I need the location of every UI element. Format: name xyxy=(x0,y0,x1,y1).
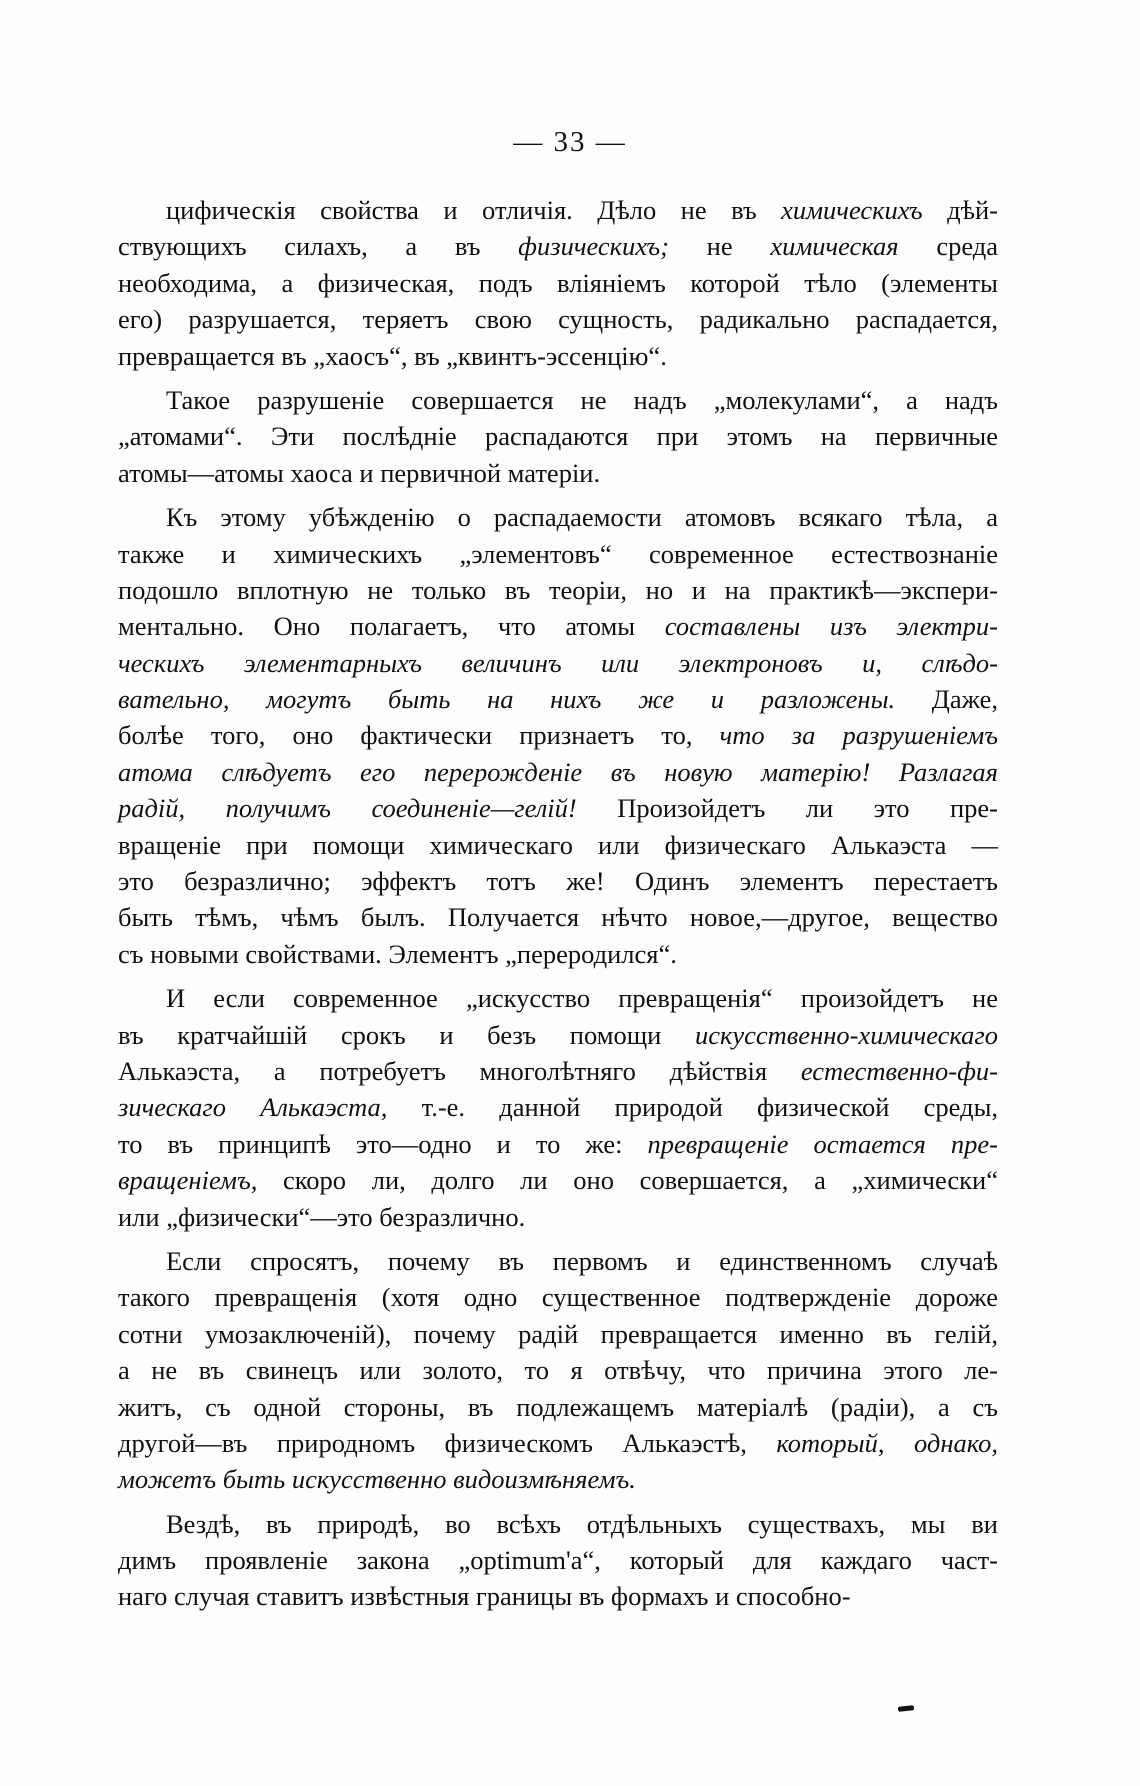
text-line xyxy=(118,1017,998,1053)
text-line xyxy=(118,827,998,863)
text-run: подошло вплотную не только въ теоріи, но и на практикѣ—экспери- xyxy=(118,574,998,605)
text-run: также и химическихъ „элементовъ“ современное естествознаніе xyxy=(118,538,998,569)
text-line xyxy=(118,1542,998,1578)
text-line xyxy=(118,228,998,264)
text-line xyxy=(118,980,998,1016)
italic-run: естественно-фи- xyxy=(800,1055,998,1086)
italic-run: искусственно-химическаго xyxy=(694,1019,998,1050)
text-run: болѣе того, оно фактически признаетъ то, xyxy=(118,720,720,751)
text-run: Такое разрушеніе совершается не надъ „молекулами“, а надъ xyxy=(166,384,998,415)
italic-run: физическихъ; xyxy=(518,231,669,262)
text-run: наго случая ставитъ извѣстныя границы въ формахъ и способно- xyxy=(118,1581,851,1612)
text-run: „атомами“. Эти послѣдніе распадаются при этомъ на первичные xyxy=(118,421,998,452)
text-run: необходима, а физическая, подъ вліяніемъ которой тѣло (элементы xyxy=(118,267,998,298)
text-line xyxy=(118,572,998,608)
paragraph xyxy=(118,192,998,374)
italic-run: зическаго Алькаэста, xyxy=(118,1092,388,1123)
text-run: Произойдетъ ли это пре- xyxy=(576,793,999,824)
text-run: другой—въ природномъ физическомъ Алькаэстѣ, xyxy=(118,1427,777,1458)
text-run: Къ этому убѣжденію о распадаемости атомовъ всякаго тѣла, а xyxy=(166,502,998,533)
paragraph xyxy=(118,382,998,491)
text-run: т.-е. данной природой физической среды, xyxy=(387,1092,999,1123)
text-line xyxy=(118,301,998,337)
text-line xyxy=(118,1126,998,1162)
italic-run: химическихъ xyxy=(781,195,923,225)
italic-run: составлены изъ электри- xyxy=(664,611,999,642)
text-run: то въ принципѣ это—одно и то же: xyxy=(118,1128,648,1159)
text-run: Даже, xyxy=(895,684,998,715)
text-line xyxy=(118,1162,998,1198)
italic-run: ческихъ элементарныхъ величинъ или электроновъ и, слѣдо- xyxy=(118,647,998,678)
text-line xyxy=(118,1389,998,1425)
text-run: это безразлично; эффектъ тотъ же! Одинъ элементъ перестаетъ xyxy=(118,866,998,897)
text-line xyxy=(118,192,998,228)
text-run: димъ проявленіе закона „optimum'а“, который для каждаго част- xyxy=(118,1545,998,1576)
text-line xyxy=(118,499,998,535)
text-run: Если спросятъ, почему въ первомъ и единственномъ случаѣ xyxy=(166,1245,998,1276)
text-run: скоро ли, долго ли оно совершается, а „химически“ xyxy=(257,1165,998,1196)
paragraph xyxy=(118,980,998,1235)
text-line xyxy=(118,1461,998,1497)
text-line xyxy=(118,936,998,972)
italic-run: вательно, могутъ быть на нихъ же и разложены. xyxy=(118,684,896,715)
italic-run: что за разрушеніемъ xyxy=(719,720,998,751)
italic-run: вращеніемъ, xyxy=(118,1165,258,1196)
text-run: сотни умозаключеній), почему радій превращается именно въ гелій, xyxy=(118,1318,998,1349)
text-run: а не въ свинецъ или золото, то я отвѣчу, что причина этого ле- xyxy=(118,1355,998,1386)
text-line xyxy=(118,338,998,374)
italic-run: атома слѣдуетъ его перерожденіе въ новую матерію! Разлагая xyxy=(118,756,998,787)
ink-mark xyxy=(898,1705,914,1712)
text-line xyxy=(118,1316,998,1352)
text-line xyxy=(118,418,998,454)
text-line xyxy=(118,1578,998,1614)
text-run: или „физически“—это безразлично. xyxy=(118,1201,526,1232)
paragraph xyxy=(118,1243,998,1498)
text-line xyxy=(118,265,998,301)
text-line xyxy=(118,1243,998,1279)
text-run: такого превращенія (хотя одно существенное подтвержденіе дороже xyxy=(118,1282,998,1313)
italic-run: который, однако, xyxy=(776,1427,998,1458)
text-run: И если современное „искусство превращенія“ произойдетъ не xyxy=(166,983,998,1014)
text-run: среда xyxy=(898,231,998,262)
text-line xyxy=(118,1053,998,1089)
text-run: быть тѣмъ, чѣмъ былъ. Получается нѣчто новое,—другое, вещество xyxy=(118,902,998,933)
paragraph xyxy=(118,1506,998,1615)
text-line xyxy=(118,1279,998,1315)
text-line xyxy=(118,1089,998,1125)
text-line xyxy=(118,1506,998,1542)
text-run: вращеніе при помощи химическаго или физическаго Алькаэста — xyxy=(118,829,998,860)
body-text xyxy=(118,192,998,1623)
text-line xyxy=(118,899,998,935)
page-number: — 33 — xyxy=(513,126,627,158)
text-line xyxy=(118,754,998,790)
text-run: житъ, съ одной стороны, въ подлежащемъ матеріалѣ (радіи), а съ xyxy=(118,1391,998,1422)
text-line xyxy=(118,790,998,826)
text-run: ствующихъ силахъ, а въ xyxy=(118,231,519,262)
text-line xyxy=(118,1425,998,1461)
text-line xyxy=(118,863,998,899)
text-run: атомы—атомы хаоса и первичной матеріи. xyxy=(118,457,601,488)
text-line xyxy=(118,717,998,753)
text-run: его) разрушается, теряетъ свою сущность, радикально распадается, xyxy=(118,304,998,335)
text-line xyxy=(118,536,998,572)
text-run: превращается въ „хаосъ“, въ „квинтъ-эссенцію“. xyxy=(118,340,667,371)
text-line xyxy=(118,608,998,644)
italic-run: химическая xyxy=(770,231,899,262)
italic-run: можетъ быть искусственно видоизмѣняемъ. xyxy=(118,1464,636,1495)
text-line xyxy=(118,645,998,681)
text-line xyxy=(118,382,998,418)
text-run: не xyxy=(668,231,771,262)
italic-run: превращеніе остается пре- xyxy=(647,1128,998,1159)
text-line xyxy=(118,455,998,491)
text-run: съ новыми свойствами. Элементъ „переродился“. xyxy=(118,938,677,969)
text-run: дѣй- xyxy=(922,195,998,225)
text-run: Вездѣ, въ природѣ, во всѣхъ отдѣльныхъ существахъ, мы ви xyxy=(166,1508,998,1539)
text-run: ментально. Оно полагаетъ, что атомы xyxy=(118,611,665,642)
text-line xyxy=(118,1352,998,1388)
italic-run: радій, получимъ соединеніе—гелій! xyxy=(118,793,577,824)
text-run: Алькаэста, а потребуетъ многолѣтняго дѣйствія xyxy=(118,1055,801,1086)
text-line xyxy=(118,1199,998,1235)
text-run: цифическія свойства и отличія. Дѣло не въ xyxy=(166,195,782,225)
text-line xyxy=(118,681,998,717)
text-run: въ кратчайшій срокъ и безъ помощи xyxy=(118,1019,695,1050)
paragraph xyxy=(118,499,998,972)
